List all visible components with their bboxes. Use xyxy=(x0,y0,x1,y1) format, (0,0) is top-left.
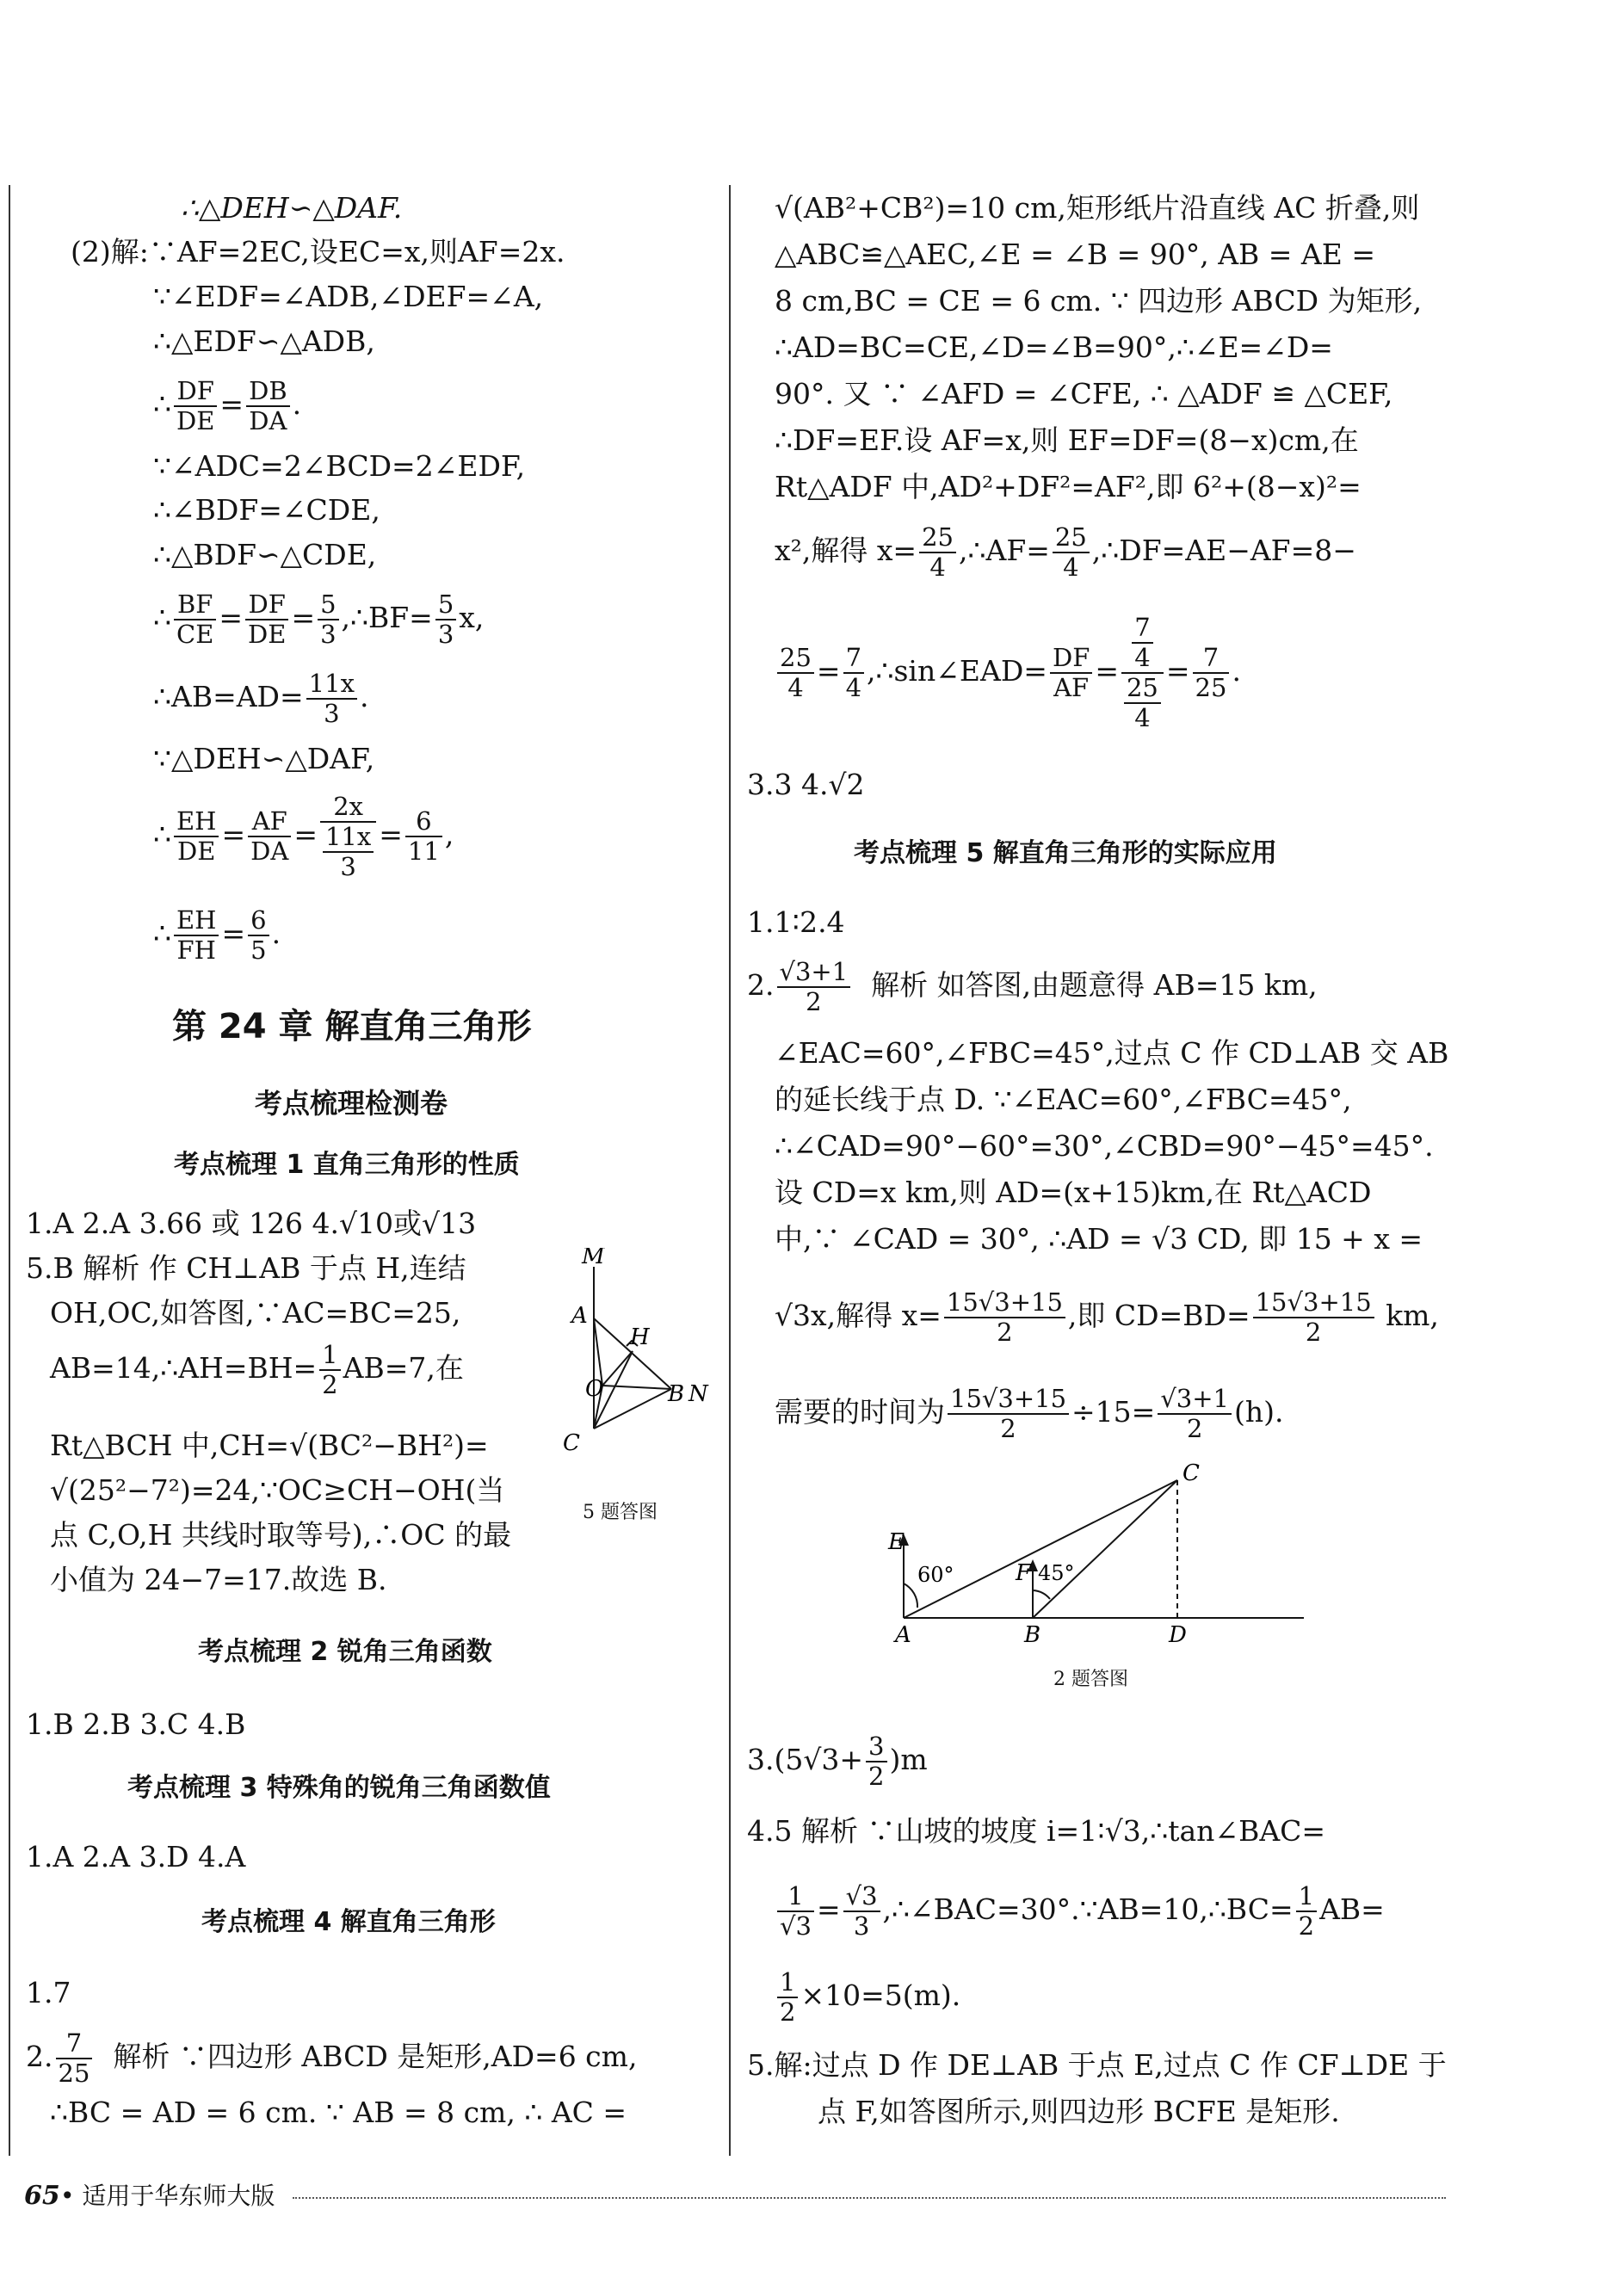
frac-15s3-2-c: $\frac{15√3+15}{2}$ xyxy=(948,1385,1069,1443)
left-line-7: ∴∠BDF=∠CDE, xyxy=(153,493,380,527)
label-h: H xyxy=(630,1324,650,1350)
k5-line-8: √3x,解得 x= $\frac{15√3+15}{2}$ ,即 CD=BD= $\frac{15√3+15}{2}$ km, xyxy=(775,1287,1439,1347)
footer-label: • 适用于华东师大版 xyxy=(60,2182,275,2210)
frac-df-de: $\frac{DF}{DE}$ xyxy=(174,377,217,435)
therefore: ∴ xyxy=(153,387,171,421)
fig2-angle-45: 45° xyxy=(1038,1561,1075,1585)
frac-2x-complex: $\frac{2x}{\frac{11x}{3}}$ xyxy=(320,793,376,881)
page-number: 65 xyxy=(24,2181,60,2211)
frac-5-3-b: $\frac{5}{3}$ xyxy=(435,590,456,649)
line-ac xyxy=(904,1480,1177,1618)
frac-7-25: $\frac{7}{25}$ xyxy=(56,2029,93,2088)
q5-line-5: √(25²−7²)=24,∵OC≥CH−OH(当 xyxy=(50,1473,505,1507)
q4-line-3: $\frac{1}{2}$ ×10=5(m). xyxy=(775,1966,960,2027)
left-margin-rule xyxy=(9,185,10,2156)
frac-7-25-b: $\frac{7}{25}$ xyxy=(1193,644,1230,702)
left-line-8: ∴△BDF∽△CDE, xyxy=(153,538,377,571)
frac-5-3: $\frac{5}{3}$ xyxy=(318,590,338,649)
line-ob xyxy=(602,1386,671,1389)
fig2-label-e: E xyxy=(888,1529,905,1555)
q5-line-4: Rt△BCH 中,CH=√(BC²−BH²)= xyxy=(50,1429,489,1462)
heading-k3: 考点梳理 3 特殊角的锐角三角函数值 xyxy=(127,1773,551,1803)
right-line-7: Rt△ADF 中,AD²+DF²=AF²,即 6²+(8−x)²= xyxy=(775,470,1362,503)
k1-answers: 1.A 2.A 3.66 或 126 4.√10或√13 xyxy=(26,1207,477,1240)
fig2-label-f: F xyxy=(1016,1560,1032,1586)
frac-df-af: $\frac{DF}{AF}$ xyxy=(1050,644,1092,702)
left-eq-eh-de: ∴ $\frac{EH}{DE}$ = $\frac{AF}{DA}$ = $\frac{2x}{\frac{11x}{3}}$ = $\frac{6}{11}$ , xyxy=(153,791,454,881)
frac-eh-fh: $\frac{EH}{FH}$ xyxy=(174,906,219,965)
frac-1-2-c: $\frac{1}{2}$ xyxy=(777,1968,798,2027)
fig2-label-d: D xyxy=(1169,1622,1187,1648)
frac-1-s3: $\frac{1}{√3}$ xyxy=(777,1882,814,1941)
right-line-2: △ABC≌△AEC,∠E = ∠B = 90°, AB = AE = xyxy=(775,238,1375,271)
frac-s3-3: $\frac{√3}{3}$ xyxy=(843,1882,880,1941)
frac-25-4-c: $\frac{25}{4}$ xyxy=(777,644,814,702)
frac-1-2-b: $\frac{1}{2}$ xyxy=(1296,1882,1317,1941)
section-title: 考点梳理检测卷 xyxy=(255,1087,448,1120)
left-line-3: ∵∠EDF=∠ADB,∠DEF=∠A, xyxy=(153,280,544,313)
k5-answer-2: 2. $\frac{√3+1}{2}$ 解析 如答图,由题意得 AB=15 km, xyxy=(747,957,1318,1016)
column-divider xyxy=(729,185,731,2156)
k2-answers: 1.B 2.B 3.C 4.B xyxy=(26,1707,246,1741)
frac-25-4-a: $\frac{25}{4}$ xyxy=(919,523,956,582)
k4-answer-2-cont: ∴BC = AD = 6 cm. ∵ AB = 8 cm, ∴ AC = xyxy=(50,2096,627,2129)
frac-25-4-b: $\frac{25}{4}$ xyxy=(1053,523,1090,582)
q4-line-1: 4.5 解析 ∵山坡的坡度 i=1∶√3,∴tan∠BAC= xyxy=(747,1814,1326,1848)
k5-line-9: 需要的时间为 $\frac{15√3+15}{2}$ ÷15= $\frac{√3+1}{2}$ (h). xyxy=(775,1384,1284,1443)
heading-k5: 考点梳理 5 解直角三角形的实际应用 xyxy=(854,838,1277,868)
left-eq-ab-ad: ∴AB=AD= $\frac{11x}{3}$ . xyxy=(153,669,369,728)
frac-df-de-2: $\frac{DF}{DE}$ xyxy=(245,590,288,649)
line-bc xyxy=(1033,1480,1177,1618)
frac-af-da: $\frac{AF}{DA}$ xyxy=(248,807,291,866)
right-line-1: √(AB²+CB²)=10 cm,矩形纸片沿直线 AC 折叠,则 xyxy=(775,191,1420,225)
right-line-5: 90°. 又 ∵ ∠AFD = ∠CFE, ∴ △ADF ≌ △CEF, xyxy=(775,377,1393,411)
q3-answer: 3.(5√3+ $\frac{3}{2}$ )m xyxy=(747,1732,928,1791)
frac-15s3-2-a: $\frac{15√3+15}{2}$ xyxy=(944,1288,1065,1347)
k5-line-5: ∴∠CAD=90°−60°=30°,∠CBD=90°−45°=45°. xyxy=(775,1129,1434,1163)
k5-line-6: 设 CD=x km,则 AD=(x+15)km,在 Rt△ACD xyxy=(775,1176,1372,1209)
left-line-11: ∵△DEH∽△DAF, xyxy=(153,742,375,775)
frac-nested xyxy=(1121,614,1164,732)
k4-answer-2: 2. $\frac{7}{25}$ 解析 ∵四边形 ABCD 是矩形,AD=6 cm, xyxy=(26,2028,638,2088)
frac-bf-ce: $\frac{BF}{CE}$ xyxy=(174,590,216,649)
right-line-6: ∴DF=EF.设 AF=x,则 EF=DF=(8−x)cm,在 xyxy=(775,423,1359,457)
q5r-line-1: 5.解:过点 D 作 DE⊥AB 于点 E,过点 C 作 CF⊥DE 于 xyxy=(747,2048,1447,2082)
k5-line-7: 中,∵ ∠CAD = 30°, ∴AD = √3 CD, 即 15 + x = xyxy=(775,1222,1423,1256)
left-eq-eh-fh: ∴ $\frac{EH}{FH}$ = $\frac{6}{5}$ . xyxy=(153,905,281,965)
left-line-2: (2)解:∵AF=2EC,设EC=x,则AF=2x. xyxy=(71,235,565,269)
footer-dotted-rule xyxy=(293,2197,1446,2199)
q5-line-6: 点 C,O,H 共线时取等号),∴OC 的最 xyxy=(50,1518,512,1552)
q5-line-1: 5.B 解析 作 CH⊥AB 于点 H,连结 xyxy=(26,1251,466,1285)
right-line-4: ∴AD=BC=CE,∠D=∠B=90°,∴∠E=∠D= xyxy=(775,330,1333,364)
right-line-3: 8 cm,BC = CE = 6 cm. ∵ 四边形 ABCD 为矩形, xyxy=(775,284,1423,318)
q5r-line-2: 点 F,如答图所示,则四边形 BCFE 是矩形. xyxy=(818,2095,1340,2128)
frac-7-4: $\frac{7}{4}$ xyxy=(843,644,864,702)
label-c: C xyxy=(563,1430,580,1456)
frac-db-da: $\frac{DB}{DA}$ xyxy=(246,377,290,435)
heading-k4: 考点梳理 4 解直角三角形 xyxy=(201,1907,496,1937)
q5-line-2: OH,OC,如答图,∵AC=BC=25, xyxy=(50,1296,461,1330)
chapter-title: 第 24 章 解直角三角形 xyxy=(172,1007,532,1046)
k5-line-4: 的延长线于点 D. ∵∠EAC=60°,∠FBC=45°, xyxy=(775,1083,1352,1116)
figure-5-caption: 5 题答图 xyxy=(583,1502,658,1523)
k4-answer-1: 1.7 xyxy=(26,1976,71,2009)
right-line-8: x²,解得 x= $\frac{25}{4}$ ,∴AF= $\frac{25}{4}$ ,∴DF=AE−AF=8− xyxy=(775,522,1356,582)
frac-6-5: $\frac{6}{5}$ xyxy=(248,906,269,965)
q5-line-7: 小值为 24−7=17.故选 B. xyxy=(50,1563,387,1596)
k5-answer-1: 1.1∶2.4 xyxy=(747,905,845,939)
line-cn xyxy=(594,1389,671,1429)
frac-7-4-inner: $\frac{7}{4}$ xyxy=(1132,614,1152,672)
frac-eh-de: $\frac{EH}{DE}$ xyxy=(174,807,219,866)
left-line-6: ∵∠ADC=2∠BCD=2∠EDF, xyxy=(153,449,526,483)
left-line-1: ∴△DEH∽△DAF. xyxy=(181,191,403,225)
left-eq-df-de: ∴ $\frac{DF}{DE}$ = $\frac{DB}{DA}$ . xyxy=(153,376,302,435)
right-line-9: $\frac{25}{4}$ = $\frac{7}{4}$ ,∴sin∠EAD= $\frac{DF}{AF}$ = $\frac{\frac{7}{4}}{\frac{25}{4}}$ = $\frac{7}{25}$ . xyxy=(775,602,1241,740)
figure-5 xyxy=(551,1248,723,1480)
label-m: M xyxy=(582,1248,605,1269)
heading-k2: 考点梳理 2 锐角三角函数 xyxy=(198,1637,492,1667)
frac-25-4-inner: $\frac{25}{4}$ xyxy=(1124,674,1161,732)
label-o: O xyxy=(585,1376,604,1402)
frac-s3p1-2-b: $\frac{√3+1}{2}$ xyxy=(1158,1385,1232,1443)
right-answers-3-4: 3.3 4.√2 xyxy=(747,768,865,801)
arc-45 xyxy=(1033,1590,1050,1599)
q5-line-3: AB=14,∴AH=BH= $\frac{1}{2}$ AB=7,在 xyxy=(50,1340,464,1399)
fig2-label-c: C xyxy=(1182,1460,1200,1486)
left-line-4: ∴△EDF∽△ADB, xyxy=(153,324,375,358)
frac-1-2: $\frac{1}{2}$ xyxy=(319,1341,340,1399)
label-n: N xyxy=(689,1381,708,1407)
k5-line-3: ∠EAC=60°,∠FBC=45°,过点 C 作 CD⊥AB 交 AB xyxy=(775,1036,1449,1070)
fig2-angle-60: 60° xyxy=(917,1563,954,1587)
frac-15s3-2-b: $\frac{15√3+15}{2}$ xyxy=(1253,1288,1374,1347)
frac-11x-3: $\frac{11x}{3}$ xyxy=(306,670,357,728)
frac-11x-3-inner: $\frac{11x}{3}$ xyxy=(323,823,374,881)
left-eq-bf-ce: ∴ $\frac{BF}{CE}$ = $\frac{DF}{DE}$ = $\frac{5}{3}$ ,∴BF= $\frac{5}{3}$ x, xyxy=(153,590,485,649)
frac-s3p1-2: $\frac{√3+1}{2}$ xyxy=(777,958,851,1016)
fig2-label-b: B xyxy=(1024,1622,1041,1648)
frac-3-2: $\frac{3}{2}$ xyxy=(866,1732,886,1791)
q4-line-2: $\frac{1}{√3}$ = $\frac{√3}{3}$ ,∴∠BAC=30°.∵AB=10,∴BC= $\frac{1}{2}$ AB= xyxy=(775,1880,1385,1941)
k3-answers: 1.A 2.A 3.D 4.A xyxy=(26,1840,246,1873)
figure-2 xyxy=(886,1454,1317,1652)
figure-2-caption: 2 题答图 xyxy=(1053,1669,1128,1690)
label-a: A xyxy=(571,1303,588,1329)
arc-60 xyxy=(904,1583,917,1608)
frac-6-11: $\frac{6}{11}$ xyxy=(405,807,442,866)
label-b: B xyxy=(668,1381,685,1407)
heading-k1: 考点梳理 1 直角三角形的性质 xyxy=(174,1150,520,1180)
fig2-label-a: A xyxy=(895,1622,911,1648)
